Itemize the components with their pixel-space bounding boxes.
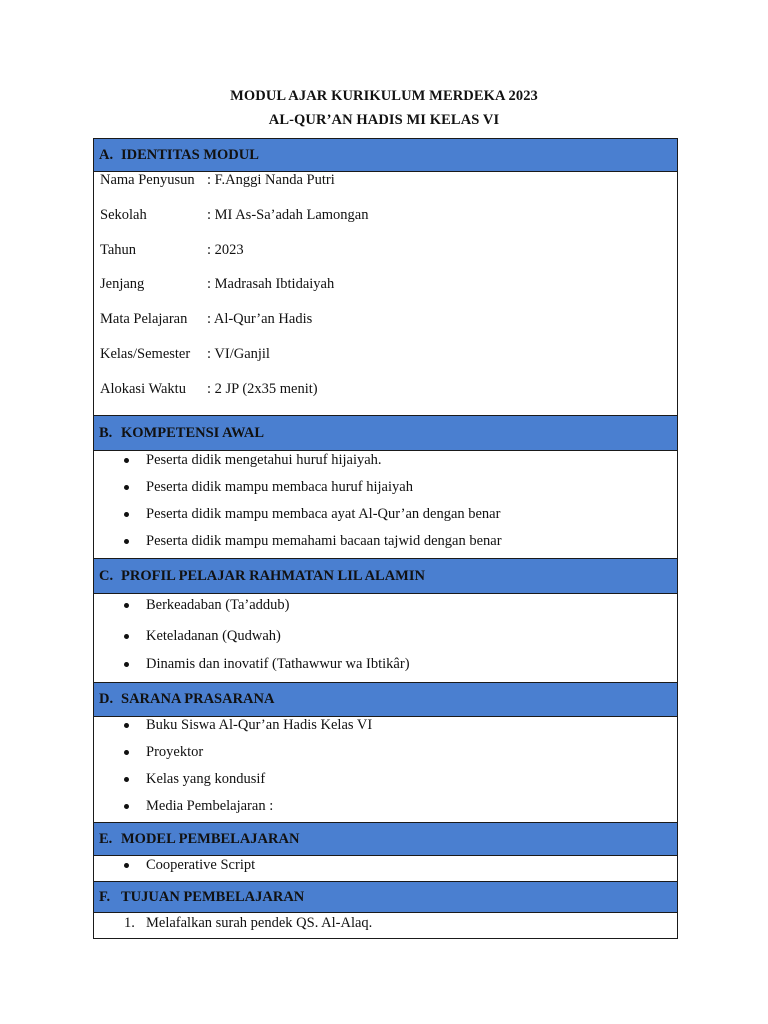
identity-value: : F.Anggi Nanda Putri [207, 172, 335, 188]
section-b-body [94, 451, 677, 559]
section-e-title: MODEL PEMBELAJARAN [121, 830, 300, 847]
list-item-text: Media Pembelajaran : [146, 798, 274, 814]
list-item-text: Peserta didik mampu membaca huruf hijaiyah [146, 479, 413, 495]
bullet-icon [124, 804, 129, 809]
identity-label: Sekolah [100, 207, 147, 223]
identity-value: : VI/Ganjil [207, 346, 270, 362]
bullet-icon [124, 512, 129, 517]
list-item-text: Kelas yang kondusif [146, 771, 266, 787]
identity-label: Alokasi Waktu [100, 381, 186, 397]
section-d-header [94, 683, 677, 717]
bullet-icon [124, 485, 129, 490]
list-item-text: Berkeadaban (Ta’addub) [146, 597, 290, 613]
section-e-header [94, 823, 677, 856]
identity-value: : 2 JP (2x35 menit) [207, 381, 318, 397]
section-d-title: SARANA PRASARANA [121, 691, 275, 707]
list-item-text: Cooperative Script [146, 857, 256, 873]
section-b-header [94, 416, 677, 451]
identity-label: Nama Penyusun [100, 172, 195, 188]
section-f-letter: F. [99, 888, 111, 905]
bullet-icon [124, 458, 129, 463]
list-item-text: Dinamis dan inovatif (Tathawwur wa Ibtikâr) [146, 656, 410, 672]
list-item-number: 1. [124, 915, 135, 931]
section-b-letter: B. [99, 424, 113, 441]
bullet-icon [124, 750, 129, 755]
section-d-letter: D. [99, 691, 114, 707]
section-d-body [94, 717, 677, 823]
identity-row [100, 381, 318, 398]
identity-label: Kelas/Semester [100, 346, 191, 362]
section-a-title: IDENTITAS MODUL [121, 146, 259, 163]
bullet-icon [124, 863, 129, 868]
section-e-body [94, 856, 677, 882]
identity-label: Tahun [100, 242, 137, 258]
identity-value: : MI As-Sa’adah Lamongan [207, 207, 369, 223]
section-c-letter: C. [99, 567, 114, 584]
section-a-letter: A. [99, 146, 114, 163]
section-e-letter: E. [99, 830, 113, 847]
document-title-line1: MODUL AJAR KURIKULUM MERDEKA 2023 [230, 88, 538, 104]
section-c-title: PROFIL PELAJAR RAHMATAN LIL ALAMIN [121, 567, 425, 584]
section-c-header [94, 559, 677, 594]
list-item-text: Melafalkan surah pendek QS. Al-Alaq. [146, 915, 373, 931]
list-item-text: Peserta didik mengetahui huruf hijaiyah. [146, 452, 382, 468]
identity-row [100, 276, 334, 293]
section-a-body [94, 172, 677, 416]
list-item-text: Keteladanan (Qudwah) [146, 628, 281, 644]
document-title-line2: AL-QUR’AN HADIS MI KELAS VI [268, 112, 500, 128]
list-item-text: Peserta didik mampu memahami bacaan tajwid dengan benar [146, 533, 502, 549]
bullet-icon [124, 777, 129, 782]
section-f-body [94, 913, 677, 938]
section-b-title: KOMPETENSI AWAL [121, 424, 265, 441]
identity-row [100, 172, 335, 189]
list-item-text: Peserta didik mampu membaca ayat Al-Qur’an dengan benar [146, 506, 501, 522]
bullet-icon [124, 603, 129, 608]
section-a-header [94, 139, 677, 172]
identity-row [100, 346, 270, 363]
identity-value: : 2023 [207, 242, 244, 258]
bullet-icon [124, 662, 129, 667]
identity-value: : Al-Qur’an Hadis [207, 311, 313, 327]
bullet-icon [124, 634, 129, 639]
identity-row [100, 242, 244, 259]
identity-value: : Madrasah Ibtidaiyah [207, 276, 335, 292]
section-c-body [94, 594, 677, 683]
identity-row [100, 311, 312, 328]
identity-label: Jenjang [100, 276, 145, 292]
bullet-icon [124, 539, 129, 544]
identity-label: Mata Pelajaran [100, 311, 188, 327]
section-f-header [94, 882, 677, 913]
section-f-title: TUJUAN PEMBELAJARAN [121, 888, 305, 905]
module-table [93, 138, 678, 939]
identity-row [100, 207, 368, 224]
list-item-text: Buku Siswa Al-Qur’an Hadis Kelas VI [146, 717, 373, 733]
list-item-text: Proyektor [146, 744, 204, 760]
bullet-icon [124, 723, 129, 728]
